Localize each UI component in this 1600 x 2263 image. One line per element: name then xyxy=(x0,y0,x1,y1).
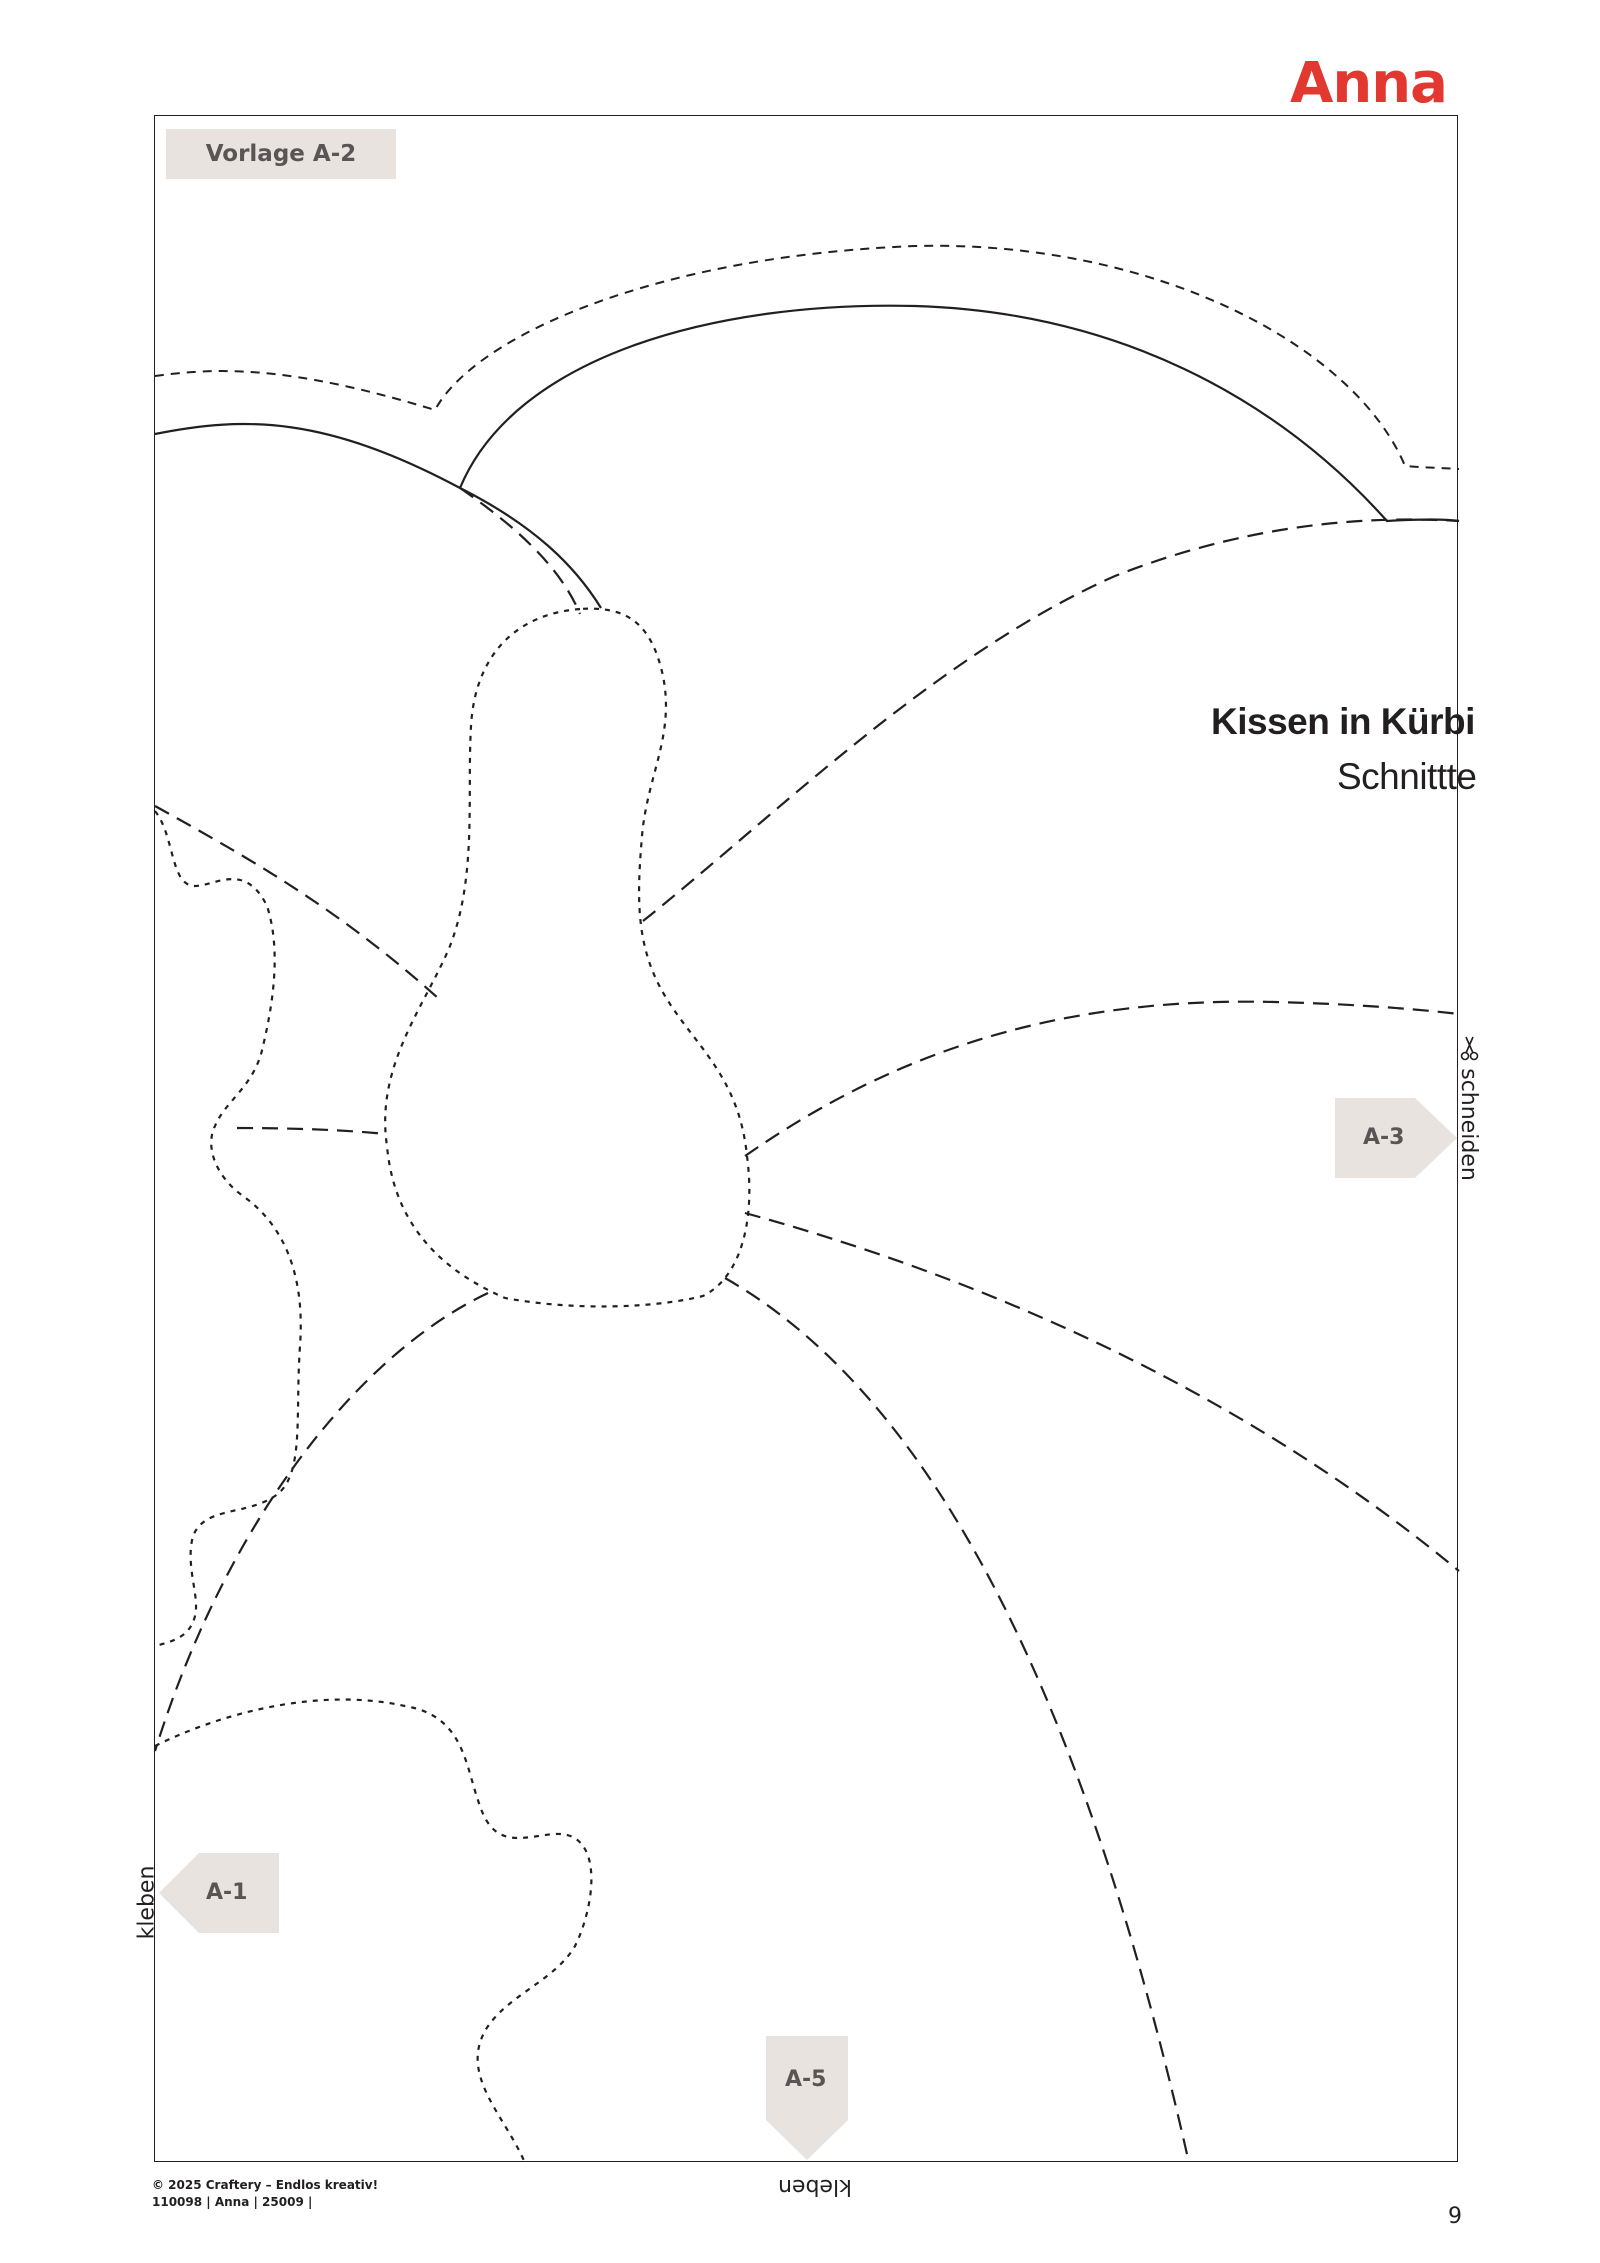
pattern-subtitle: Schnittte xyxy=(1337,756,1477,797)
stem-dotted-outline xyxy=(385,609,749,1307)
cut-instruction: schneiden xyxy=(1455,1068,1481,1181)
pattern-title: Kissen in Kürbi xyxy=(1211,701,1475,742)
glue-instruction-bottom: kleben xyxy=(778,2174,852,2199)
seam-allowance-top xyxy=(155,246,1459,469)
footer-line-1: © 2025 Craftery – Endlos kreativ! xyxy=(152,2178,379,2192)
glue-instruction-left: kleben xyxy=(134,1865,160,1940)
solid-outline-top-arc xyxy=(460,306,1459,521)
scissors-icon xyxy=(1459,1036,1481,1062)
segment-line-8 xyxy=(237,1128,386,1134)
marker-a3 xyxy=(1335,1098,1459,1178)
marker-a3-label: A-3 xyxy=(1363,1125,1405,1150)
footer-line-2: 110098 | Anna | 25009 | xyxy=(152,2195,313,2209)
marker-a1-label: A-1 xyxy=(206,1880,248,1905)
segment-line-3 xyxy=(155,806,438,998)
page-number: 9 xyxy=(1448,2204,1462,2229)
arrow-down-icon xyxy=(766,2036,848,2162)
solid-outline-left xyxy=(155,424,601,608)
segment-line-7 xyxy=(725,1278,1189,2163)
marker-a1 xyxy=(155,1853,279,1933)
segment-line-5 xyxy=(745,1213,1459,1571)
footer-copyright xyxy=(152,2177,378,2211)
segment-line-6 xyxy=(155,1293,488,1751)
template-label: Vorlage A-2 xyxy=(166,129,396,179)
marker-a5-label: A-5 xyxy=(785,2067,827,2092)
segment-line-1 xyxy=(460,488,580,614)
anna-logo: Anna xyxy=(1290,51,1447,116)
marker-a5 xyxy=(766,2036,848,2162)
leaf-dotted-outline xyxy=(155,811,301,1646)
